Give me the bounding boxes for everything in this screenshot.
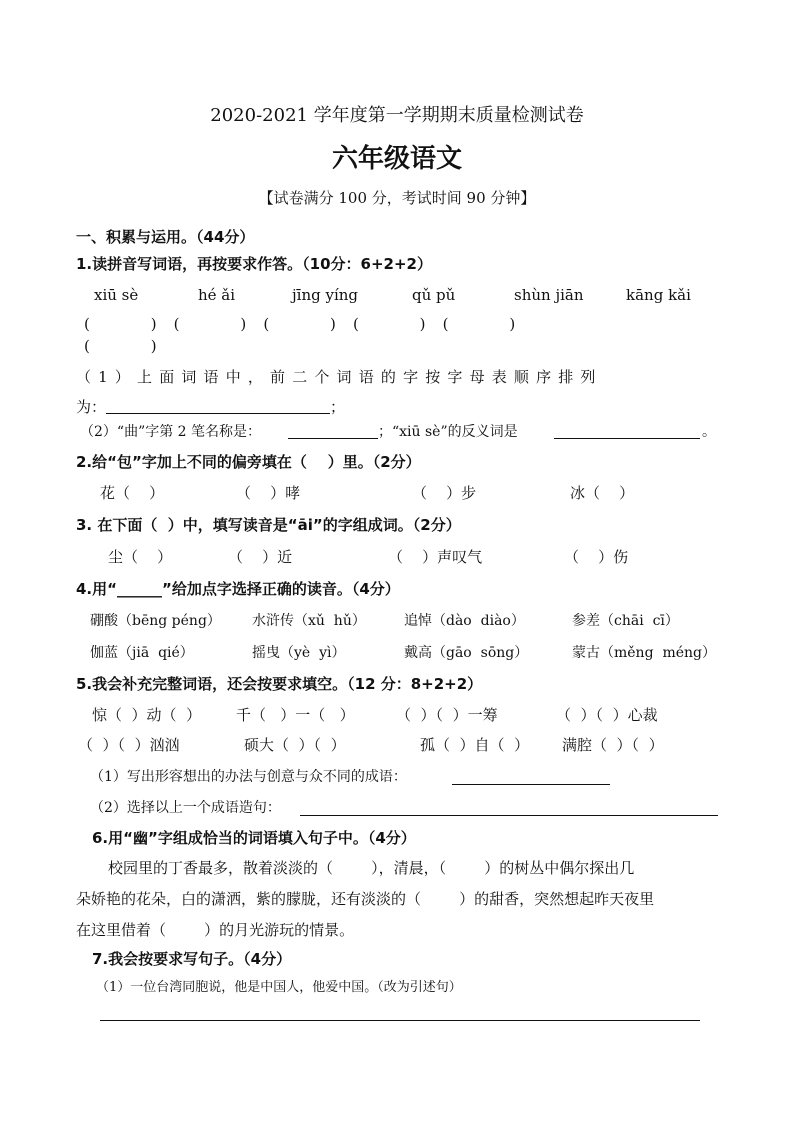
q1-sub2-answer-line-2[interactable] [554,438,700,439]
pinyin-5: shùn jiān [514,286,584,304]
q6-line-3: 在这里借着（ ）的月光游玩的情景。 [76,921,355,939]
q5-row1-item-4[interactable]: （ ）（ ）心裁 [556,706,658,724]
q1-sub2-answer-line-1[interactable] [288,438,378,439]
pinyin-2: hé ǎi [198,286,236,304]
q4-row1-item-3[interactable]: 追悼（dào diào） [404,613,525,629]
q1-sub1-label: 为： [76,398,107,416]
q5-row2-item-4[interactable]: 满腔（ ）（ ） [562,736,664,754]
exam-subtitle: 六年级语文 [331,144,462,174]
q5-row1-item-1[interactable]: 惊（ ）动（ ） [92,706,202,724]
q4-row1-item-2[interactable]: 水浒传（xǔ hǔ） [252,613,366,629]
q3-stem: 3. 在下面（ ）中，填写读音是“āi”的字组成词。（2分） [76,516,461,534]
q1-sub1: （ 1 ） 上 面 词 语 中 ， 前 二 个 词 语 的 字 按 字 母 表 顺 序 排 列 [76,368,597,386]
q5-stem: 5.我会补充完整词语，还会按要求填空。（12 分：8+2+2） [76,675,483,693]
q2-stem: 2.给“包”字加上不同的偏旁填在（ ）里。（2分） [76,453,421,471]
q3-item-2[interactable]: （ ）近 [228,548,293,566]
q2-item-1[interactable]: 花（ ） [100,484,165,502]
pinyin-4: qǔ pǔ [412,286,456,304]
q1-sub2-end: 。 [702,424,716,440]
q5-row2-item-2[interactable]: 硕大（ ）（ ） [244,736,346,754]
q4-row2-item-2[interactable]: 摇曳（yè yì） [252,645,346,661]
q5-sub1-answer-line[interactable] [452,784,610,785]
q5-sub1: （1）写出形容想出的办法与创意与众不同的成语： [90,769,407,785]
q7-stem: 7.我会按要求写句子。（4分） [92,950,292,968]
answer-brackets-row1[interactable]: ( ) ( ) ( ) ( ) ( ) [84,315,516,333]
q7-sub1-answer-line[interactable] [100,1020,700,1021]
q2-item-4[interactable]: 冰（ ） [570,484,635,502]
q4-row2-item-3[interactable]: 戴高（gāo sōng） [404,645,529,661]
q5-row2-item-3[interactable]: 孤（ ）自（ ） [420,736,530,754]
q2-item-2[interactable]: （ ）哮 [236,484,301,502]
q1-sub1-end: ； [330,398,346,416]
q6-line-2: 朵娇艳的花朵，白的潇洒，紫的朦胧，还有淡淡的（ ）的甜香，突然想起昨天夜里 [76,890,655,908]
q6-line-1: 校园里的丁香最多，散着淡淡的（ ），清晨，（ ）的树丛中偶尔探出几 [108,859,635,877]
q1-sub2-mid: ；“xiū sè”的反义词是 [378,424,518,440]
q4-row1-item-1[interactable]: 硼酸（bēng péng） [90,613,221,629]
q4-row1-item-4[interactable]: 参差（chāi cī） [572,613,679,629]
pinyin-6: kāng kǎi [626,286,691,304]
q5-sub2-answer-line[interactable] [300,815,718,816]
section-heading: 一、积累与运用。（44分） [76,228,255,246]
q1-sub2: （2）“曲”字第 2 笔名称是： [80,424,262,440]
q3-item-3[interactable]: （ ）声叹气 [388,548,483,566]
answer-brackets-row2[interactable]: ( ) [84,337,158,355]
exam-title: 2020-2021 学年度第一学期期末质量检测试卷 [210,105,584,126]
q3-item-4[interactable]: （ ）伤 [564,548,629,566]
q3-item-1[interactable]: 尘（ ） [108,548,173,566]
q7-sub1: （1）一位台湾同胞说，他是中国人，他爱中国。（改为引述句） [96,980,462,995]
q6-stem: 6.用“幽”字组成恰当的词语填入句子中。（4分） [92,829,416,847]
q5-row1-item-2[interactable]: 千（ ）一（ ） [236,706,355,724]
q4-row2-item-4[interactable]: 蒙古（měng méng） [572,645,716,661]
q4-row2-item-1[interactable]: 伽蓝（jiā qié） [90,645,194,661]
exam-note: 【试卷满分 100 分，考试时间 90 分钟】 [258,189,536,207]
q1-stem: 1.读拼音写词语，再按要求作答。（10分：6+2+2） [76,255,432,273]
pinyin-3: jīng yíng [292,286,359,304]
q1-sub1-answer-line[interactable] [106,413,330,414]
q5-row2-item-1[interactable]: （ ）（ ）汹汹 [78,736,180,754]
pinyin-1: xiū sè [94,286,139,304]
q2-item-3[interactable]: （ ）步 [412,484,477,502]
q5-sub2: （2）选择以上一个成语造句： [90,800,281,816]
q4-stem: 4.用“______”给加点字选择正确的读音。（4分） [76,580,400,598]
q5-row1-item-3[interactable]: （ ）（ ）一筹 [396,706,498,724]
